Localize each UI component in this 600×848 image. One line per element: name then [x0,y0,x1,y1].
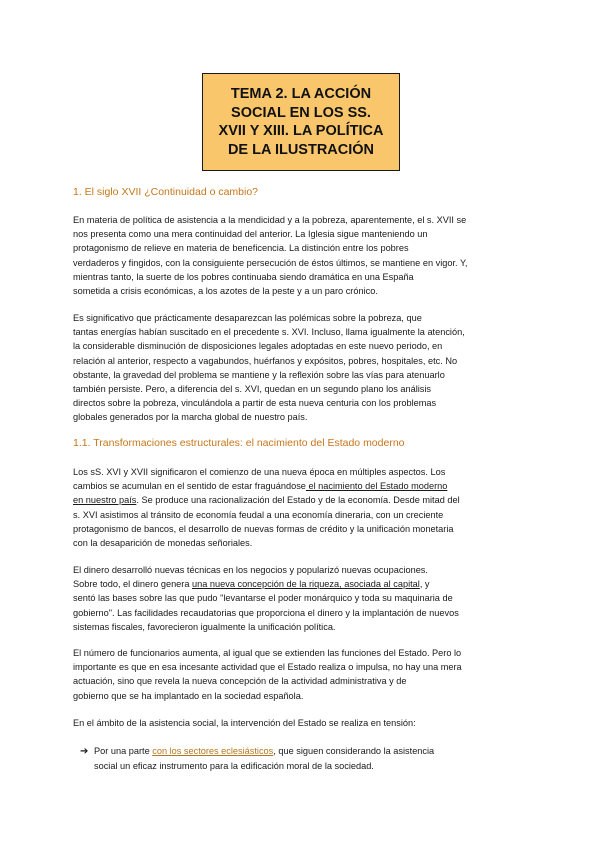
text-line [73,577,529,591]
text-line: obstante, la gravedad del problema se mantiene y la reflexión sobre las vías para atenuarlo [73,369,445,380]
text-run: Por una parte [94,746,153,756]
text-line: importante es que en esa incesante actividad que el Estado realiza o impulsa, no hay una mera [73,662,462,673]
text-line: social un eficaz instrumento para la edificación moral de la sociedad. [94,761,374,772]
text-line: s. XVI asistimos al tránsito de economía feudal a una economía dineraria, con un creciente [73,509,444,520]
text-run: , que siguen considerando la asistencia [273,746,435,756]
section-heading-1-1: 1.1. Transformaciones estructurales: el nacimiento del Estado moderno [73,437,405,449]
paragraph-5 [73,646,529,703]
underlined-text: el nacimiento del Estado moderno [305,481,448,492]
text-line: tantas energías habían suscitado en el precedente s. XVI. Incluso, llama igualmente la atención, [73,327,465,338]
arrow-bullet-icon: ➔ [80,746,89,757]
text-line: verdaderos y fingidos, con la consiguiente persecución de éstos últimos, se mantiene en vigor. Y, [73,257,468,268]
text-line: relación al anterior, respecto a vagabundos, huérfanos y expósitos, pobres, hospitales, etc. No [73,355,458,366]
text-line: actuación, sino que revela la nueva concepción de la actividad administrativa y de [73,676,407,687]
title-line: TEMA 2. LA ACCIÓN [230,86,372,102]
text-line: sistemas fiscales, favorecieron igualmente la unificación política. [73,621,336,632]
title-line: XVII Y XIII. LA POLÍTICA [218,123,384,139]
bullet-item [80,744,530,773]
text-run: cambios se acumulan en el sentido de estar fraguándose [73,481,306,492]
text-line: la considerable disminución de disposiciones legales adoptadas en este nuevo periodo, en [73,341,443,352]
text-line: El número de funcionarios aumenta, al igual que se extienden las funciones del Estado. Pero lo [73,648,462,658]
text-line: Los sS. XVI y XVII significaron el comienzo de una nueva época en múltiples aspectos. Los [73,467,446,477]
text-line: El dinero desarrolló nuevas técnicas en los negocios y popularizó nuevas ocupaciones. [73,565,428,575]
text-line: gobierno". Las facilidades recaudatorias que proporciona el dinero y la implantación de nuevos [73,607,459,618]
text-run: . Se produce una racionalización del Estado y de la economía. Desde mitad del [136,495,460,506]
paragraph-6 [73,716,529,730]
section-heading-1: 1. El siglo XVII ¿Continuidad o cambio? [73,186,259,198]
underlined-text: una nueva concepción de la riqueza, asociada al capital [192,579,420,590]
text-line: sometida a crisis económicas, a los azotes de la peste y a un paro crónico. [73,286,378,297]
underlined-text: en nuestro país [73,495,137,506]
text-line: globales generados por la marcha global de nuestro país. [73,412,308,423]
text-line: En materia de política de asistencia a la mendicidad y a la pobreza, aparentemente, el s. XVII se [73,215,467,225]
paragraph-4 [73,563,529,634]
text-line [80,744,530,759]
highlighted-link[interactable]: con los sectores eclesiásticos [152,746,274,756]
text-line: con la desaparición de monedas señoriales. [73,538,253,549]
title-line: SOCIAL EN LOS SS. [231,104,371,121]
text-line [73,493,529,507]
text-line [73,479,529,493]
text-line: En el ámbito de la asistencia social, la intervención del Estado se realiza en tensión: [73,718,416,728]
text-line: nos presenta como una mera continuidad del anterior. La Iglesia sigue manteniendo un [73,229,428,240]
text-line: Es significativo que prácticamente desaparezcan las polémicas sobre la pobreza, que [73,313,422,323]
paragraph-3 [73,465,529,550]
text-line: también persiste. Pero, a diferencia del s. XVI, quedan en un segundo plano los análisis [73,384,432,395]
text-line: protagonismo de relieve en materia de beneficencia. La distinción entre los pobres [73,243,409,254]
title-box [202,73,400,171]
text-line: protagonismo de bancos, el desarrollo de nuevas formas de crédito y la unificación monetaria [73,523,454,534]
paragraph-1 [73,213,529,298]
text-line: gobierno que se ha implantado en la sociedad española. [73,690,304,701]
text-run: Sobre todo, el dinero genera [73,579,193,590]
paragraph-2 [73,311,529,425]
text-line: sentó las bases sobre las que pudo "levantarse el poder monárquico y toda su maquinaria de [73,593,453,604]
text-run: , y [419,579,430,590]
text-line: mientras tanto, la suerte de los pobres continuaba siendo dramática en una España [73,271,414,282]
text-line: directos sobre la pobreza, vinculándola a partir de esta nueva centuria con los problemas [73,398,437,409]
title-line: DE LA ILUSTRACIÓN [227,141,375,158]
